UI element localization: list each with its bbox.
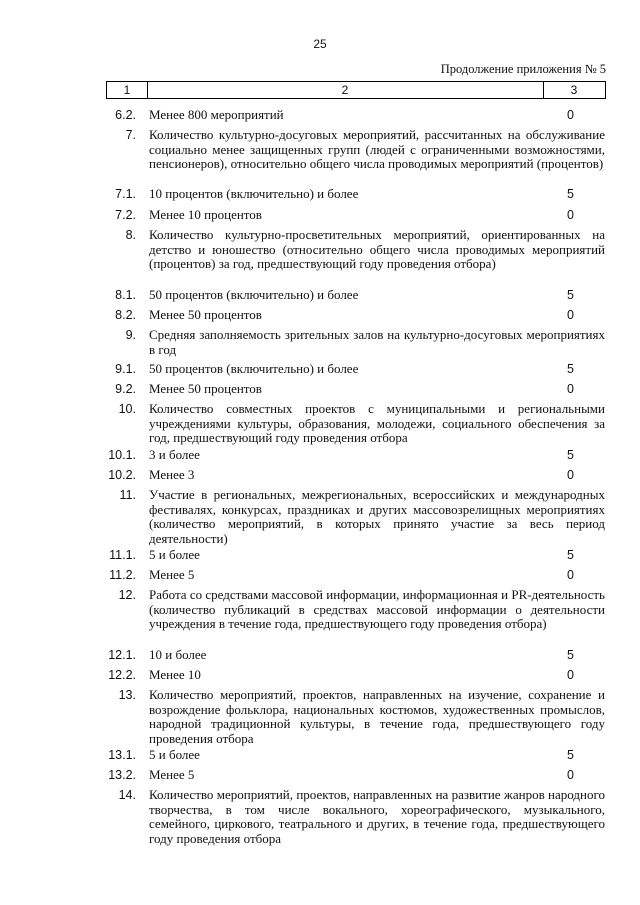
row-description: 50 процентов (включительно) и более (149, 287, 359, 302)
row-description: 10 и более (149, 647, 207, 662)
row-score: 5 (567, 748, 574, 762)
row-score: 0 (567, 382, 574, 396)
row-number: 13.2. (108, 768, 136, 782)
row-score: 0 (567, 468, 574, 482)
row-description: Менее 10 процентов (149, 207, 262, 222)
row-description: Менее 5 (149, 767, 195, 782)
row-number: 7.1. (115, 187, 136, 201)
row-number: 11.1. (109, 548, 136, 562)
row-number: 9.1. (115, 362, 136, 376)
row-number: 7.2. (115, 208, 136, 222)
continuation-note: Продолжение приложения № 5 (440, 62, 606, 76)
row-description: Участие в региональных, межрегиональных, всероссийских и международных фестивалях, конкурсах, праздниках и других массовозрелищных мероприятиях (количество мероприятий, в которых принято участие за весь период деятельности) (149, 487, 605, 546)
row-description: Менее 50 процентов (149, 307, 262, 322)
row-description: 3 и более (149, 447, 200, 462)
row-description: Количество мероприятий, проектов, направленных на изучение, сохранение и возрождение фольклора, национальных костюмов, художественных промыслов, народной традиционной культуры, в течение года, предшествующего году проведения отбора (149, 687, 605, 746)
row-number: 10.2. (108, 468, 136, 482)
row-score: 5 (567, 648, 574, 662)
row-number: 13.1. (108, 748, 136, 762)
row-number: 10.1. (108, 448, 136, 462)
row-score: 0 (567, 768, 574, 782)
row-score: 0 (567, 108, 574, 122)
row-description: Количество культурно-досуговых мероприятий, рассчитанных на обслуживание социально менее защищенных групп (людей с ограниченными возможностями, пенсионеров), относительно общего числа проводимых мероприятий (процентов) (149, 127, 605, 171)
row-description: Менее 5 (149, 567, 195, 582)
row-number: 11.2. (109, 568, 136, 582)
row-score: 5 (567, 548, 574, 562)
row-description: 5 и более (149, 547, 200, 562)
row-score: 5 (567, 187, 574, 201)
row-number: 8.2. (115, 308, 136, 322)
row-number: 8. (125, 228, 136, 242)
row-description: 5 и более (149, 747, 200, 762)
row-description: Количество совместных проектов с муниципальными и региональными учреждениями культуры, образования, молодежи, социального обеспечения за год, предшествующий году проведения отбора (149, 401, 605, 445)
row-number: 14. (118, 788, 136, 802)
row-number: 9.2. (115, 382, 136, 396)
row-description: Средняя заполняемость зрительных залов на культурно-досуговых мероприятиях в год (149, 327, 605, 357)
row-number: 9. (125, 328, 136, 342)
row-number: 11. (119, 488, 136, 502)
row-description: Менее 800 мероприятий (149, 107, 284, 122)
row-description: Менее 3 (149, 467, 195, 482)
row-number: 12.1. (108, 648, 136, 662)
row-description: 10 процентов (включительно) и более (149, 186, 359, 201)
table-header (106, 81, 606, 99)
row-score: 0 (567, 568, 574, 582)
row-description: Менее 10 (149, 667, 201, 682)
row-score: 5 (567, 288, 574, 302)
row-score: 0 (567, 668, 574, 682)
row-description: Менее 50 процентов (149, 381, 262, 396)
row-number: 7. (125, 128, 136, 142)
page-number: 25 (313, 37, 327, 51)
row-description: 50 процентов (включительно) и более (149, 361, 359, 376)
row-score: 5 (567, 362, 574, 376)
row-number: 13. (118, 688, 136, 702)
header-col-3: 3 (570, 83, 578, 97)
row-score: 0 (567, 208, 574, 222)
header-col-1: 1 (107, 82, 148, 98)
row-number: 8.1. (115, 288, 136, 302)
row-number: 12.2. (108, 668, 136, 682)
row-score: 5 (567, 448, 574, 462)
row-description: Количество мероприятий, проектов, направленных на развитие жанров народного творчества, в том числе вокального, хореографического, музыкального, семейного, циркового, театрального и других, в течение года, предшествующего году проведения отбора (149, 787, 605, 846)
row-score: 0 (567, 308, 574, 322)
row-number: 10. (118, 402, 136, 416)
row-description: Количество культурно-просветительных мероприятий, ориентированных на детство и юношество (относительно общего числа проводимых мероприятий (процентов) за год, предшествующий году проведения отбора) (149, 227, 605, 271)
row-description: Работа со средствами массовой информации, информационная и PR-деятельность (количество публикаций в средствах массовой информации о деятельности учреждения в течение года, предшествующего году проведения отбора) (149, 587, 605, 631)
row-number: 12. (118, 588, 136, 602)
header-col-2: 2 (147, 82, 544, 98)
row-number: 6.2. (115, 108, 136, 122)
